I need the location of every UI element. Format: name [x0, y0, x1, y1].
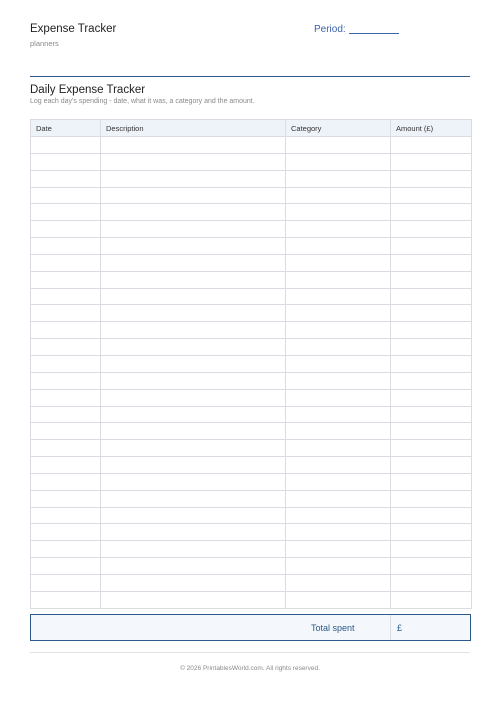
amount-cell[interactable]: [391, 457, 472, 474]
table-row: [31, 389, 472, 406]
date-cell[interactable]: [31, 271, 101, 288]
description-cell[interactable]: [101, 170, 286, 187]
description-cell[interactable]: [101, 355, 286, 372]
date-cell[interactable]: [31, 153, 101, 170]
description-cell[interactable]: [101, 524, 286, 541]
category-cell[interactable]: [286, 457, 391, 474]
date-cell[interactable]: [31, 204, 101, 221]
category-cell[interactable]: [286, 355, 391, 372]
date-cell[interactable]: [31, 170, 101, 187]
date-cell[interactable]: [31, 339, 101, 356]
date-cell[interactable]: [31, 355, 101, 372]
amount-cell[interactable]: [391, 271, 472, 288]
date-cell[interactable]: [31, 389, 101, 406]
amount-cell[interactable]: [391, 423, 472, 440]
column-header-description: Description: [101, 120, 286, 137]
table-row: [31, 541, 472, 558]
table-row: [31, 406, 472, 423]
category-cell[interactable]: [286, 541, 391, 558]
table-row: [31, 591, 472, 608]
date-cell[interactable]: [31, 372, 101, 389]
category-cell[interactable]: [286, 440, 391, 457]
category-cell[interactable]: [286, 372, 391, 389]
table-row: [31, 170, 472, 187]
table-header-row: [31, 120, 472, 137]
amount-cell[interactable]: [391, 254, 472, 271]
description-cell[interactable]: [101, 389, 286, 406]
category-cell[interactable]: [286, 170, 391, 187]
table-row: [31, 574, 472, 591]
description-cell[interactable]: [101, 271, 286, 288]
total-label: Total spent: [311, 623, 355, 633]
page-header: [30, 23, 470, 53]
amount-cell[interactable]: [391, 339, 472, 356]
date-cell[interactable]: [31, 137, 101, 154]
date-cell[interactable]: [31, 473, 101, 490]
category-cell[interactable]: [286, 423, 391, 440]
date-cell[interactable]: [31, 187, 101, 204]
total-divider: [390, 615, 391, 640]
amount-cell[interactable]: [391, 372, 472, 389]
amount-cell[interactable]: [391, 524, 472, 541]
table-row: [31, 473, 472, 490]
category-cell[interactable]: [286, 238, 391, 255]
description-cell[interactable]: [101, 204, 286, 221]
amount-cell[interactable]: [391, 574, 472, 591]
amount-cell[interactable]: [391, 322, 472, 339]
table-row: [31, 440, 472, 457]
period-field[interactable]: [314, 24, 399, 35]
section-title: Daily Expense Tracker: [30, 84, 146, 96]
page-title: Expense Tracker: [30, 23, 117, 35]
description-cell[interactable]: [101, 187, 286, 204]
amount-cell[interactable]: [391, 490, 472, 507]
column-header-amount: Amount (£): [391, 120, 472, 137]
description-cell[interactable]: [101, 153, 286, 170]
date-cell[interactable]: [31, 558, 101, 575]
amount-cell[interactable]: [391, 187, 472, 204]
table-row: [31, 153, 472, 170]
description-cell[interactable]: [101, 254, 286, 271]
date-cell[interactable]: [31, 322, 101, 339]
category-cell[interactable]: [286, 591, 391, 608]
category-cell[interactable]: [286, 574, 391, 591]
table-row: [31, 271, 472, 288]
header-divider: [30, 76, 470, 77]
table-row: [31, 288, 472, 305]
amount-cell[interactable]: [391, 221, 472, 238]
table-row: [31, 423, 472, 440]
description-cell[interactable]: [101, 238, 286, 255]
amount-cell[interactable]: [391, 389, 472, 406]
table-row: [31, 457, 472, 474]
category-cell[interactable]: [286, 507, 391, 524]
description-cell[interactable]: [101, 322, 286, 339]
category-cell[interactable]: [286, 305, 391, 322]
amount-cell[interactable]: [391, 305, 472, 322]
amount-cell[interactable]: [391, 204, 472, 221]
total-row: [30, 614, 471, 641]
category-cell[interactable]: [286, 271, 391, 288]
date-cell[interactable]: [31, 457, 101, 474]
amount-cell[interactable]: [391, 507, 472, 524]
description-cell[interactable]: [101, 221, 286, 238]
category-cell[interactable]: [286, 339, 391, 356]
table-row: [31, 558, 472, 575]
date-cell[interactable]: [31, 440, 101, 457]
table-row: [31, 254, 472, 271]
table-row: [31, 322, 472, 339]
description-cell[interactable]: [101, 372, 286, 389]
table-row: [31, 221, 472, 238]
description-cell[interactable]: [101, 406, 286, 423]
date-cell[interactable]: [31, 406, 101, 423]
amount-cell[interactable]: [391, 558, 472, 575]
description-cell[interactable]: [101, 591, 286, 608]
date-cell[interactable]: [31, 221, 101, 238]
amount-cell[interactable]: [391, 541, 472, 558]
date-cell[interactable]: [31, 524, 101, 541]
expense-table: [30, 119, 472, 609]
category-cell[interactable]: [286, 524, 391, 541]
date-cell[interactable]: [31, 591, 101, 608]
category-cell[interactable]: [286, 187, 391, 204]
amount-cell[interactable]: [391, 238, 472, 255]
description-cell[interactable]: [101, 339, 286, 356]
page-subtitle: planners: [30, 39, 59, 48]
table-row: [31, 204, 472, 221]
category-cell[interactable]: [286, 406, 391, 423]
table-row: [31, 372, 472, 389]
category-cell[interactable]: [286, 254, 391, 271]
column-header-date: Date: [31, 120, 101, 137]
amount-cell[interactable]: [391, 137, 472, 154]
date-cell[interactable]: [31, 490, 101, 507]
amount-cell[interactable]: [391, 153, 472, 170]
section-description: Log each day's spending - date, what it was, a category and the amount.: [30, 98, 255, 105]
date-cell[interactable]: [31, 288, 101, 305]
category-cell[interactable]: [286, 490, 391, 507]
column-header-category: Category: [286, 120, 391, 137]
category-cell[interactable]: [286, 204, 391, 221]
date-cell[interactable]: [31, 423, 101, 440]
description-cell[interactable]: [101, 574, 286, 591]
category-cell[interactable]: [286, 153, 391, 170]
description-cell[interactable]: [101, 541, 286, 558]
table-row: [31, 187, 472, 204]
amount-cell[interactable]: [391, 355, 472, 372]
date-cell[interactable]: [31, 305, 101, 322]
category-cell[interactable]: [286, 221, 391, 238]
description-cell[interactable]: [101, 305, 286, 322]
date-cell[interactable]: [31, 541, 101, 558]
category-cell[interactable]: [286, 389, 391, 406]
description-cell[interactable]: [101, 457, 286, 474]
description-cell[interactable]: [101, 423, 286, 440]
amount-cell[interactable]: [391, 288, 472, 305]
description-cell[interactable]: [101, 507, 286, 524]
description-cell[interactable]: [101, 473, 286, 490]
description-cell[interactable]: [101, 558, 286, 575]
category-cell[interactable]: [286, 473, 391, 490]
category-cell[interactable]: [286, 322, 391, 339]
period-label: Period:: [314, 24, 346, 35]
period-blank-line[interactable]: [349, 24, 399, 34]
description-cell[interactable]: [101, 440, 286, 457]
amount-cell[interactable]: [391, 406, 472, 423]
category-cell[interactable]: [286, 558, 391, 575]
category-cell[interactable]: [286, 288, 391, 305]
table-row: [31, 305, 472, 322]
amount-cell[interactable]: [391, 473, 472, 490]
table-body: [31, 137, 472, 609]
table-row: [31, 339, 472, 356]
footer-copyright: © 2026 PrintablesWorld.com. All rights reserved.: [180, 665, 320, 672]
date-cell[interactable]: [31, 238, 101, 255]
amount-cell[interactable]: [391, 170, 472, 187]
table-row: [31, 524, 472, 541]
description-cell[interactable]: [101, 490, 286, 507]
category-cell[interactable]: [286, 137, 391, 154]
table-row: [31, 490, 472, 507]
date-cell[interactable]: [31, 254, 101, 271]
description-cell[interactable]: [101, 137, 286, 154]
table-row: [31, 507, 472, 524]
total-amount-field[interactable]: £: [397, 623, 403, 633]
table-row: [31, 238, 472, 255]
date-cell[interactable]: [31, 574, 101, 591]
amount-cell[interactable]: [391, 440, 472, 457]
date-cell[interactable]: [31, 507, 101, 524]
table-row: [31, 137, 472, 154]
amount-cell[interactable]: [391, 591, 472, 608]
footer-divider: [30, 652, 470, 653]
description-cell[interactable]: [101, 288, 286, 305]
table-row: [31, 355, 472, 372]
